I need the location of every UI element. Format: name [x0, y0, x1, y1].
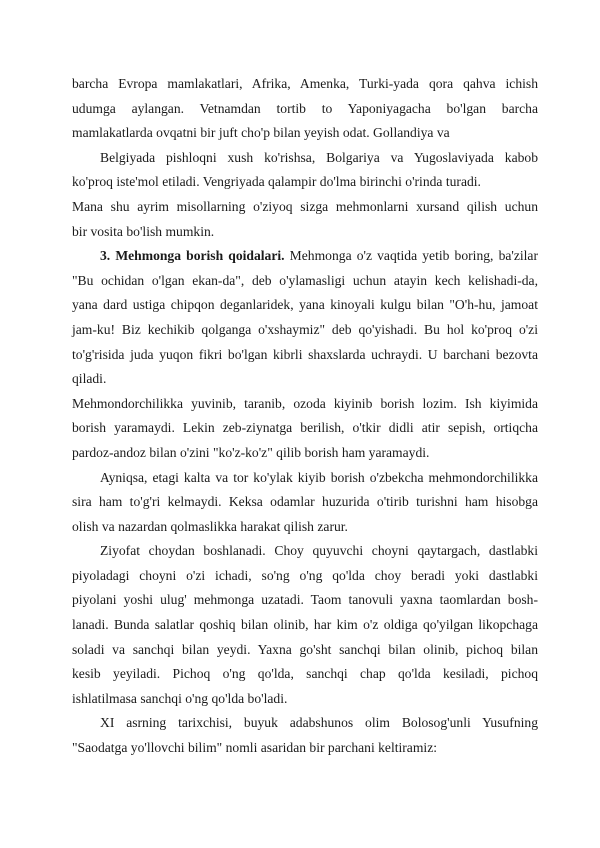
text-line: Ziyofat choydan boshlanadi. Choy quyuvchi choyni qaytargach, dastlabki	[100, 543, 538, 559]
text-line: Belgiyada pishloqni xush ko'rishsa, Bolgariya va Yugoslaviyada kabob	[100, 149, 538, 165]
text-line: qiladi.	[72, 371, 107, 387]
text-line: olish va nazardan qolmaslikka harakat qilish zarur.	[72, 518, 348, 534]
text-line: ko'proq iste'mol etiladi. Vengriyada qalampir do'lma birinchi o'rinda turadi.	[72, 174, 481, 190]
text-line: pardoz-andoz bilan o'zini "ko'z-ko'z" qilib borish ham yaramaydi.	[72, 444, 430, 460]
paragraph-1	[72, 72, 538, 146]
paragraph-4	[72, 244, 538, 392]
paragraph-2	[72, 146, 538, 195]
text-line: piyolani yoshi ulug' mehmonga uzatadi. Taom tanovuli yaxna taomlardan bosh-	[72, 592, 538, 608]
text-line: Ayniqsa, etagi kalta va tor ko'ylak kiyib borish o'zbekcha mehmondorchilikka	[100, 469, 538, 485]
text-line: piyoladagi choyni o'zi ichadi, so'ng o'ng qo'lda choy beradi yoki dastlabki	[72, 567, 538, 583]
paragraph-7	[72, 539, 538, 711]
text-line: udumga aylangan. Vetnamdan tortib to Yaponiyagacha bo'lgan barcha	[72, 100, 538, 116]
text-line: "Saodatga yo'llovchi bilim" nomli asaridan bir parchani keltiramiz:	[72, 740, 438, 756]
text-line: yana dard ustiga chipqon deganlaridek, yana kinoyali kulgu bilan "O'h-hu, jamoat	[72, 297, 538, 313]
text-line: ishlatilmasa sanchqi o'ng qo'lda bo'ladi.	[72, 690, 288, 706]
text-line: borish yaramaydi. Lekin zeb-ziynatga berilish, o'tkir didli atir sepish, ortiqcha	[72, 420, 538, 436]
text-line: to'g'risida juda yuqon fikri bo'lgan kibrli shaxslarda uchraydi. U barchani bezovta	[72, 346, 538, 362]
text-line: bir vosita bo'lish mumkin.	[72, 223, 215, 239]
text-line: Mana shu ayrim misollarning o'ziyoq sizga mehmonlarni xursand qilish uchun	[72, 198, 538, 214]
text-line: barcha Evropa mamlakatlari, Afrika, Amenka, Turki-yada qora qahva ichish	[72, 76, 538, 91]
text-line: Mehmondorchilikka yuvinib, taranib, ozoda kiyinib borish lozim. Ish kiyimida	[72, 395, 538, 411]
text-line: kesib yeyiladi. Pichoq o'ng qo'lda, sanchqi chap qo'lda kesiladi, pichoq	[72, 666, 538, 682]
section-heading: 3. Mehmonga borish qoidalari.	[100, 248, 285, 264]
paragraph-8	[72, 711, 538, 760]
paragraph-5	[72, 392, 538, 466]
text-line: XI asrning tarixchisi, buyuk adabshunos olim Bolosog'unli Yusufning	[100, 715, 538, 731]
text-line: mamlakatlarda ovqatni bir juft cho'p bilan yeyish odat. Gollandiya va	[72, 125, 450, 141]
text-line	[72, 244, 538, 269]
text-line: "Bu ochidan o'lgan ekan-da", deb o'ylamasligi uchun atayin kech kelishadi-da,	[72, 272, 538, 288]
paragraph-6	[72, 466, 538, 540]
text-line-rest: Mehmonga o'z vaqtida yetib boring, ba'zilar	[284, 248, 538, 264]
text-line: sira ham to'g'ri kelmaydi. Keksa odamlar huzurida o'tirib turishni ham hisobga	[72, 494, 538, 510]
paragraph-3	[72, 195, 538, 244]
text-line: jam-ku! Biz kechikib qolganga o'xshaymiz" deb qo'yishadi. Bu hol ko'proq o'zi	[72, 321, 538, 337]
text-line: soladi va sanchqi bilan yeydi. Yaxna go'sht sanchqi bilan olinib, pichoq bilan	[72, 641, 538, 657]
text-line: lanadi. Bunda salatlar qoshiq bilan olinib, har kim o'z oldiga qo'yilgan likopchaga	[72, 617, 538, 633]
